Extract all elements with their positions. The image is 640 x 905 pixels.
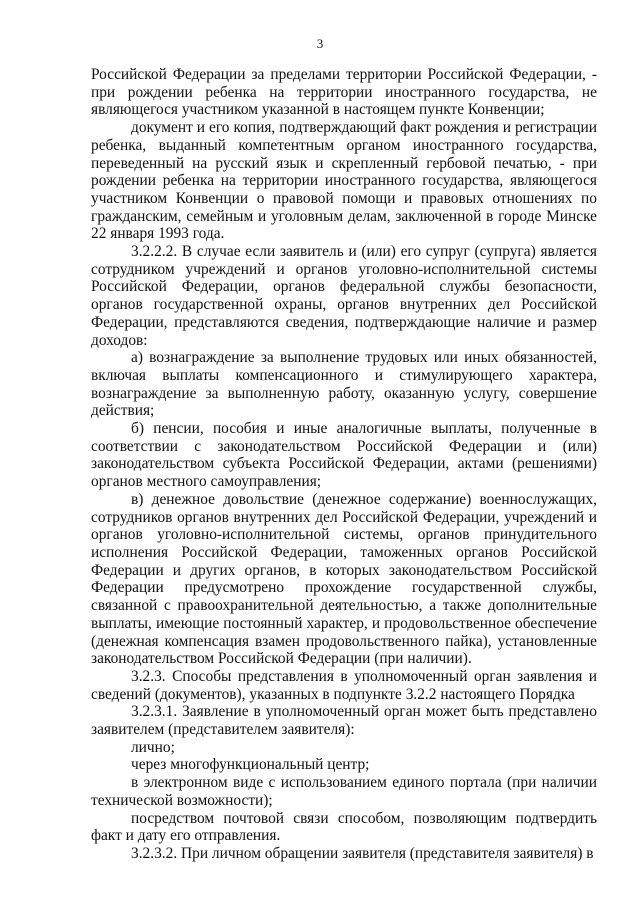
method-mfc: через многофункциональный центр;: [131, 756, 370, 774]
paragraph-birth-document: документ и его копия, подтверждающий факт рождения и регистрации ребенка, выданный компетентным органом иностранного государства, переведенный на русский язык и скрепленный гербовой печатью, - при рождении ребенка на территории иностранного государства, являющегося участником Конвенции о правовой помощи и правовых отношениях по гражданским, семейным и уголовным делам, заключенной в городе Минске 22 января 1993 года.: [91, 119, 597, 243]
list-item-b: б) пенсии, пособия и иные аналогичные выплаты, полученные в соответствии с законодательством Российской Федерации и (или) законодательством субъекта Российской Федерации, актами (решениями) органов местного самоуправления;: [91, 420, 597, 491]
paragraph-3-2-3-1: 3.2.3.1. Заявление в уполномоченный орган может быть представлено заявителем (представителем заявителя):: [91, 703, 597, 739]
method-electronic: в электронном виде с использованием единого портала (при наличии технической возможности);: [91, 774, 597, 809]
paragraph-3-2-3-2: 3.2.3.2. При личном обращении заявителя (представителя заявителя) в: [131, 844, 594, 862]
list-item-a: а) вознаграждение за выполнение трудовых или иных обязанностей, включая выплаты компенсационного и стимулирующего характера, вознаграждение за выполненную работу, оказанную услугу, совершение действия;: [91, 349, 597, 420]
paragraph-continuation: Российской Федерации за пределами территории Российской Федерации, - при рождении ребенка на территории иностранного государства, не являющегося участником указанной в настоящем пункте Конвенции;: [91, 66, 597, 119]
method-postal: посредством почтовой связи способом, позволяющим подтвердить факт и дату его отправления.: [91, 809, 597, 845]
list-item-v: в) денежное довольствие (денежное содержание) военнослужащих, сотрудников органов внутренних дел Российской Федерации, учреждений и органов уголовно-исполнительной системы, органов принудительного исполнения Российской Федерации, таможенных органов Российской Федерации и других органов, в которых законодательством Российской Федерации предусмотрено прохождение государственной службы, связанной с правоохранительной деятельностью, а также дополнительные выплаты, имеющие постоянный характер, и продовольственное обеспечение (денежная компенсация взамен продовольственного пайка), установленные законодательством Российской Федерации (при наличии).: [91, 490, 597, 668]
method-in-person: лично;: [131, 738, 175, 756]
paragraph-3-2-2-2: 3.2.2.2. В случае если заявитель и (или) его супруг (супруга) является сотрудником учреждений и органов уголовно-исполнительной системы Российской Федерации, органов федеральной службы безопасности, органов государственной охраны, органов внутренних дел Российской Федерации, представляются сведения, подтверждающие наличие и размер доходов:: [91, 243, 597, 349]
page-number: 3: [316, 36, 324, 51]
paragraph-3-2-3: 3.2.3. Способы представления в уполномоченный орган заявления и сведений (документов), указанных в подпункте 3.2.2 настоящего Порядка: [91, 667, 597, 703]
document-body: [91, 66, 597, 863]
